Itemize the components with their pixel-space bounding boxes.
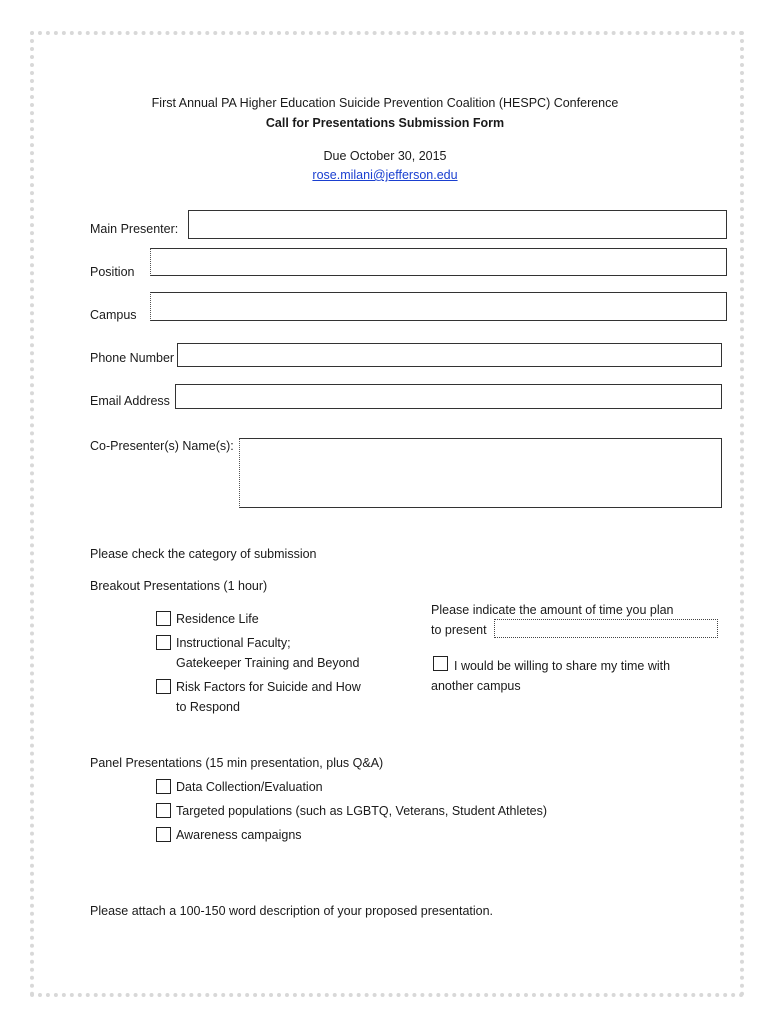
time-prompt-2: to present xyxy=(431,623,487,637)
campus-input[interactable] xyxy=(150,292,727,321)
share-time-checkbox[interactable] xyxy=(433,656,448,671)
main-presenter-label: Main Presenter: xyxy=(90,222,179,236)
due-date: Due October 30, 2015 xyxy=(323,149,447,163)
email-link-row xyxy=(0,167,770,183)
risk-factors-label-2: to Respond xyxy=(176,700,240,714)
phone-input[interactable] xyxy=(177,343,722,367)
awareness-campaigns-checkbox[interactable] xyxy=(156,827,171,842)
time-input[interactable] xyxy=(494,619,718,638)
co-presenters-input[interactable] xyxy=(239,438,722,508)
data-collection-label: Data Collection/Evaluation xyxy=(176,780,323,794)
residence-life-label: Residence Life xyxy=(176,612,259,626)
email-label: Email Address xyxy=(90,394,170,408)
breakout-heading: Breakout Presentations (1 hour) xyxy=(90,579,268,593)
form-title: Call for Presentations Submission Form xyxy=(265,116,505,130)
awareness-campaigns-label: Awareness campaigns xyxy=(176,828,302,842)
conference-title: First Annual PA Higher Education Suicide Prevention Coalition (HESPC) Conference xyxy=(151,96,619,110)
data-collection-checkbox[interactable] xyxy=(156,779,171,794)
risk-factors-checkbox[interactable] xyxy=(156,679,171,694)
residence-life-checkbox[interactable] xyxy=(156,611,171,626)
instructional-faculty-label-2: Gatekeeper Training and Beyond xyxy=(176,656,360,670)
category-prompt: Please check the category of submission xyxy=(90,547,317,561)
position-input[interactable] xyxy=(150,248,727,276)
share-time-label: I would be willing to share my time with xyxy=(454,659,671,673)
targeted-populations-checkbox[interactable] xyxy=(156,803,171,818)
targeted-populations-label: Targeted populations (such as LGBTQ, Veterans, Student Athletes) xyxy=(176,804,548,818)
position-label: Position xyxy=(90,265,135,279)
attach-note: Please attach a 100-150 word description of your proposed presentation. xyxy=(90,904,494,918)
risk-factors-label: Risk Factors for Suicide and How xyxy=(176,680,361,694)
co-presenters-label: Co-Presenter(s) Name(s): xyxy=(90,439,234,453)
phone-label: Phone Number xyxy=(90,351,175,365)
main-presenter-input[interactable] xyxy=(188,210,727,239)
campus-label: Campus xyxy=(90,308,137,322)
instructional-faculty-label: Instructional Faculty; xyxy=(176,636,291,650)
instructional-faculty-checkbox[interactable] xyxy=(156,635,171,650)
share-time-label-2: another campus xyxy=(431,679,521,693)
contact-email-link[interactable]: rose.milani@jefferson.edu xyxy=(312,168,458,182)
panel-heading: Panel Presentations (15 min presentation, plus Q&A) xyxy=(90,756,384,770)
time-prompt: Please indicate the amount of time you plan xyxy=(431,603,674,617)
email-input[interactable] xyxy=(175,384,722,409)
